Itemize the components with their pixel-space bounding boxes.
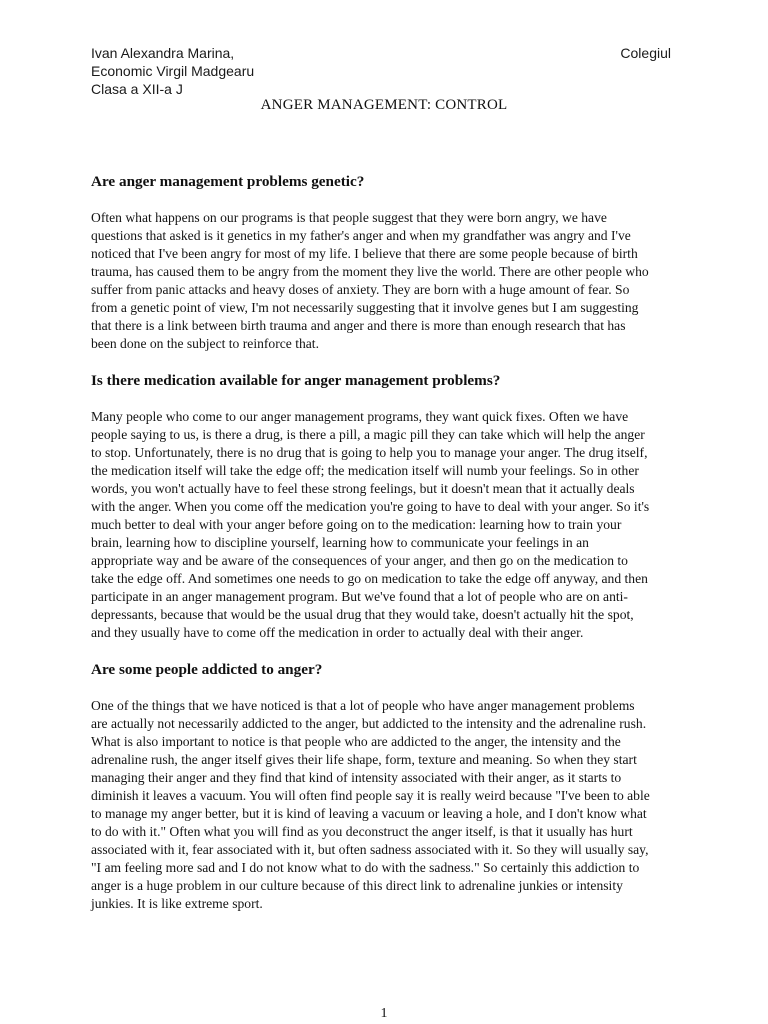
author-name: Ivan Alexandra Marina,	[91, 45, 235, 61]
school-word: Colegiul	[620, 45, 671, 61]
school-name: Economic Virgil Madgearu	[91, 63, 255, 79]
section-heading: Are some people addicted to anger?	[91, 661, 323, 678]
section-heading: Is there medication available for anger management problems?	[91, 372, 501, 389]
section-heading: Are anger management problems genetic?	[91, 173, 365, 190]
section-genetic	[91, 172, 653, 353]
section-paragraph: Often what happens on our programs is that people suggest that they were born angry, we have questions that asked is it genetics in my father's anger and when my grandfather was angry and I've noticed that I've been angry for most of my life. I believe that there are some people because of birth trauma, has caused them to be angry from the moment they live the world. There are other people who suffer from panic attacks and heavy doses of anxiety. They are born with a huge amount of fear. So from a genetic point of view, I'm not necessarily suggesting that it involve genes but I am suggesting that there is a link between birth trauma and anger and there is more than enough research that has been done on the subject to reinforce that.	[91, 210, 649, 351]
header-first-line	[91, 44, 671, 62]
page-number: 1	[380, 1006, 388, 1021]
section-paragraph: One of the things that we have noticed is that a lot of people who have anger management problems are actually not necessarily addicted to the anger, but addicted to the intensity and the adrenaline rush. What is also important to notice is that people who are addicted to the anger, the intensity and the adrenaline rush, the anger itself gives their life shape, form, texture and meaning. So when they start managing their anger and they find that kind of intensity associated with their anger, as it starts to diminish it leaves a vacuum. You will often find people say it is really weird because "I've been to able to manage my anger better, but it is kind of leaving a vacuum or leaving a hole, and I don't know what to do with it." Often what you will find as you deconstruct the anger itself, is that it usually has hurt associated with it, fear associated with it, but often sadness associated with it. So they will usually say, "I am feeling more sad and I do not know what to do with the sadness." So certainly this addiction to anger is a huge problem in our culture because of this direct link to adrenaline junkies or intensity junkies. It is like extreme sport.	[91, 698, 650, 911]
author-header	[91, 44, 671, 98]
document-title: ANGER MANAGEMENT: CONTROL	[260, 97, 508, 113]
document-body	[91, 172, 653, 931]
section-addicted	[91, 660, 653, 913]
section-paragraph: Many people who come to our anger management programs, they want quick fixes. Often we have people saying to us, is there a drug, is there a pill, a magic pill they can take which will help the anger to stop. Unfortunately, there is no drug that is going to help you to manage your anger. The drug itself, the medication itself will take the edge off; the medication itself will numb your feelings. So in other words, you won't actually have to feel these strong feelings, but it doesn't mean that it actually deals with the anger. When you come off the medication you're going to have to deal with your anger. So it's much better to deal with your anger before going on to the medication: learning how to train your brain, learning how to discipline yourself, learning how to communicate your feelings in an appropriate way and be aware of the consequences of your anger, and then go on the medication to take the edge off. And sometimes one needs to go on medication to take the edge off anyway, and then participate in an anger management program. But we've found that a lot of people who are on anti-depressants, because that would be the usual drug that they would take, doesn't actually hit the spot, and they usually have to come off the medication in order to actually deal with their anger.	[91, 409, 650, 640]
class-label: Clasa a XII-a J	[91, 81, 183, 97]
section-medication	[91, 371, 653, 642]
